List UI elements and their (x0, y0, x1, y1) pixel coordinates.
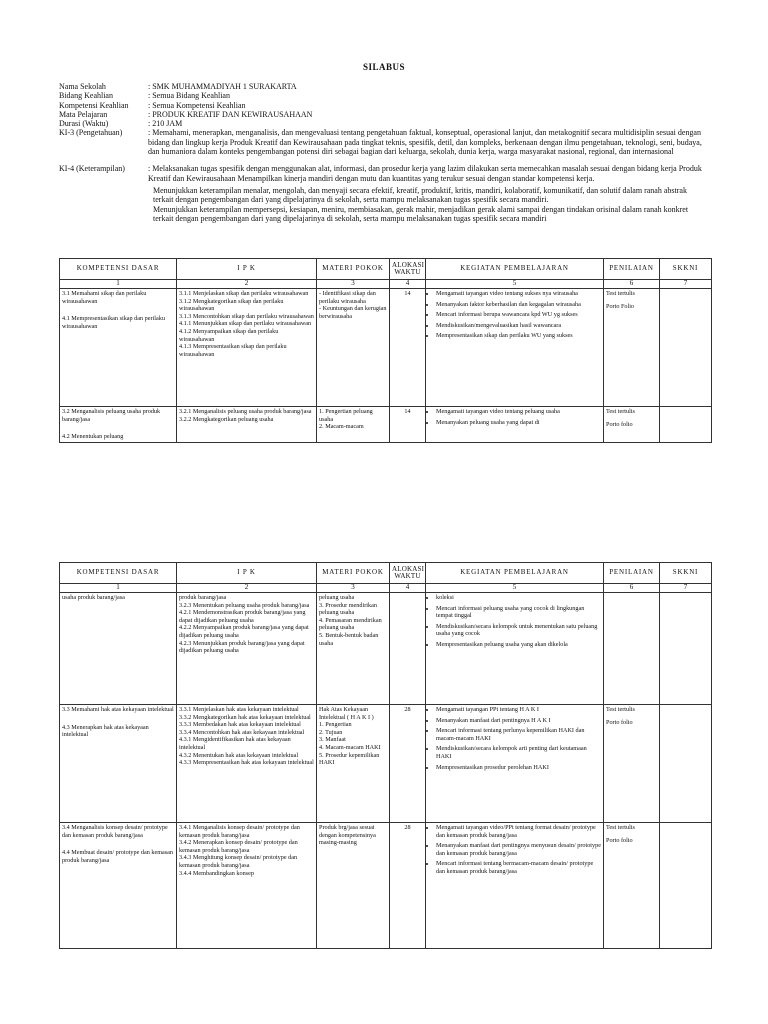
materi-line: Hak Atas Kekayaan Intelektual ( H A K I ) (319, 706, 374, 721)
kd-line: usaha produk barang/jasa (62, 594, 125, 601)
activity-item: • Menanyakan faktor keberhasilan dan kegagalan wirausaha (436, 301, 601, 309)
ipk-line: 3.3.1 Menjelaskan hak atas kekayaan intelektual (179, 706, 299, 713)
header-kegiatan-pembelajaran: KEGIATAN PEMBELAJARAN (426, 259, 604, 280)
activity-list (428, 408, 601, 426)
meta-row-subject: Mata Pelajaran : PRODUK KREATIF DAN KEWIRAUSAHAAN (59, 109, 313, 119)
meta-row-duration: Durasi (Waktu) : 210 JAM (59, 119, 183, 129)
kd-line: 4.4 Membuat desain/ prototype dan kemasan produk barang/jasa (62, 849, 174, 864)
kd-line: 4.2 Menentukan peluang (62, 433, 124, 441)
penilaian-line: Porto folio (606, 420, 633, 428)
activity-item: • Menanyakan manfaat dari pentingnya H A K I (436, 717, 601, 725)
cell-skkni (660, 407, 712, 443)
cell-penilaian (604, 593, 660, 705)
materi-line: peluang usaha (319, 594, 355, 601)
ipk-line: 3.3.2 Mengkategorikan hak atas kekayaan intelektual (179, 713, 311, 721)
materi-line: 2. Macam-macam (319, 423, 364, 431)
materi-line: - Keuntungan dan kerugian berwirausaha (319, 305, 387, 320)
activity-item: • Mencari informasi tentang perlunya kepemilikan HAKI dan macam-macam HAKI (436, 727, 601, 742)
ki4-paragraph-2: Menunjukkan keterampilan mempersepsi, kesiapan, meniru, membiasakan, gerak mahir, menjadikan gerak alami sampai dengan tindakan orisinal dalam ranah konkret terkait dengan pengembangan dari yang dipelajarinya di sekolah, serta mampu melaksanakan tugas spesifik secara mandiri (153, 204, 689, 223)
ipk-line: 4.2.1 Mendemonstrasikan produk barang/jasa yang dapat dijadikan peluang usaha (179, 609, 306, 624)
materi-line: 1. Pengertian peluang usaha (319, 408, 373, 423)
penilaian-line: Test tertulis (606, 824, 635, 831)
header-ipk: I P K (177, 259, 317, 280)
activity-item: • koleksi (436, 594, 601, 602)
cell-penilaian (604, 823, 660, 949)
cell-skkni (660, 593, 712, 705)
penilaian-line: Porto folio (606, 836, 633, 844)
ipk-line: 4.1.1 Menunjukkan sikap dan perilaku wirausahawan (179, 320, 312, 328)
activity-list (428, 594, 601, 649)
activity-item: • Mempresentasikan prosedur perolehan HAKI (436, 764, 601, 772)
cell-ipk (177, 593, 317, 705)
penilaian-line: Test tertulis (606, 706, 635, 713)
meta-row-competency: Kompetensi Keahlian : Semua Kompetensi Keahlian (59, 100, 246, 110)
cell-skkni (660, 289, 712, 407)
ipk-line: 3.4.2 Menerapkan konsep desain/ prototype dan kemasan produk barang/jasa (179, 839, 298, 854)
ipk-line: 4.2.3 Menunjukkan produk barang/jasa yang dapat dijadikan peluang usaha (179, 639, 305, 655)
activity-item: • Mencari informasi berupa wawancara kpd WU yg sukses (436, 311, 601, 319)
cell-ipk (177, 289, 317, 407)
cell-materi-pokok (317, 407, 390, 443)
activity-item: • Mempresentasikan peluang usaha yang akan dikelola (436, 641, 601, 649)
cell-penilaian (604, 289, 660, 407)
table-row (60, 407, 712, 443)
cell-ipk (177, 407, 317, 443)
ipk-line: produk barang/jasa (179, 594, 227, 601)
activity-item: • Mendiskusikan/secara kelompok untuk menentukan satu peluang usaha yang cocok (436, 623, 601, 638)
activity-item: • Menanyakan peluang usaha yang dapat di (436, 419, 601, 427)
header-skkni: SKKNI (660, 563, 712, 584)
header-kompetensi-dasar: KOMPETENSI DASAR (60, 563, 177, 584)
ipk-line: 3.1.3 Mencontohkan sikap dan perilaku wirausahawan (179, 312, 314, 320)
cell-kegiatan-pembelajaran (426, 705, 604, 823)
cell-kompetensi-dasar (60, 593, 177, 705)
ipk-line: 3.3.3 Membedakan hak atas kekayaan intelektual (179, 721, 301, 729)
table-row (60, 593, 712, 705)
header-alokasi-waktu: ALOKASI WAKTU (390, 259, 426, 280)
activity-item: • Mengamati tayangan PPt tentang H A K I (436, 706, 601, 714)
cell-skkni (660, 823, 712, 949)
ipk-line: 4.3.1 Mengidentifikasikan hak atas kekayaan intelektual (179, 736, 291, 751)
ipk-line: 3.2.3 Menentukan peluang usaha produk barang/jasa (179, 601, 310, 609)
cell-skkni (660, 705, 712, 823)
cell-materi-pokok (317, 289, 390, 407)
kd-line: 4.3 Menerapkan hak atas kekayaan intelektual (62, 723, 149, 739)
cell-kompetensi-dasar (60, 289, 177, 407)
cell-kompetensi-dasar (60, 407, 177, 443)
activity-item: • Mendiskusikan/mengevaluasikan hasil wawancara (436, 322, 601, 330)
ipk-line: 4.3.2 Menentukan hak atas kekayaan intelektual (179, 751, 299, 759)
cell-penilaian (604, 705, 660, 823)
activity-list (428, 290, 601, 340)
materi-line: 1. Pengertian (319, 721, 352, 729)
header-alokasi-waktu: ALOKASI WAKTU (390, 563, 426, 584)
ipk-line: 3.4.4 Membandingkan konsep (179, 869, 254, 877)
cell-alokasi-waktu (390, 593, 426, 705)
cell-ipk (177, 823, 317, 949)
header-skkni: SKKNI (660, 259, 712, 280)
penilaian-line: Test tertulis (606, 408, 635, 415)
ki4-paragraph-1: Menunjukkan keterampilan menalar, mengolah, dan menyaji secara efektif, kreatif, produktif, kritis, mandiri, kolaboratif, komunikatif, dan solutif dalam ranah abstrak terkait dengan pengembangan dari yang dipelajarinya di sekolah, serta mampu melaksanakan tugas spesifik secara mandiri. (153, 185, 687, 205)
materi-line: 3. Manfaat (319, 736, 346, 744)
cell-alokasi-waktu: 28 (390, 705, 426, 823)
column-number-row: 1 2 3 4 5 6 7 (60, 584, 712, 593)
table-row (60, 705, 712, 823)
page-title: SILABUS (362, 62, 406, 72)
table-row (60, 289, 712, 407)
ipk-line: 4.1.2 Menyampaikan sikap dan perilaku wirausahawan (179, 327, 279, 343)
materi-line: 4. Macam-macam HAKI (319, 743, 381, 751)
ipk-line: 3.1.2 Mengkategorikan sikap dan perilaku wirausahawan (179, 297, 284, 313)
materi-line: 4. Pemasaran mendirikan peluang usaha (319, 616, 382, 632)
ipk-line: 4.1.3 Mempresentasikan sikap dan perilaku wirausahawan (179, 343, 287, 358)
penilaian-line: Test tertulis (606, 290, 635, 297)
activity-item: • Mengamati tayangan video tentang sukses nya wirausaha (436, 290, 601, 298)
cell-kegiatan-pembelajaran (426, 289, 604, 407)
ipk-line: 3.4.1 Menganalisis konsep desain/ prototype dan kemasan produk barang/jasa (179, 824, 300, 839)
cell-kegiatan-pembelajaran (426, 407, 604, 443)
activity-item: • Mencari informasi tentang bermacam-macam desain/ prototype dan kemasan produk barang/jasa (436, 860, 601, 875)
kd-line: 3.2 Menganalisis peluang usaha produk barang/jasa (62, 408, 161, 423)
ipk-line: 4.2.2 Menyampaikan produk barang/jasa yang dapat dijadikan peluang usaha (179, 624, 309, 639)
materi-line: 3. Prosedur mendirikan peluang usaha (319, 601, 377, 617)
cell-kompetensi-dasar (60, 823, 177, 949)
cell-kompetensi-dasar (60, 705, 177, 823)
cell-kegiatan-pembelajaran (426, 823, 604, 949)
cell-materi-pokok (317, 593, 390, 705)
activity-item: • Mengamati tayangan video/PPt tentang format desain/ prototype dan kemasan produk barang/jasa (436, 824, 601, 839)
cell-kegiatan-pembelajaran (426, 593, 604, 705)
kd-line: 3.4 Menganalisis konsep desain/ prototype dan kemasan produk barang/jasa (62, 824, 168, 839)
kd-line: 4.1 Mempresentasikan sikap dan perilaku wirausahawan (62, 315, 165, 330)
meta-row-school: Nama Sekolah : SMK MUHAMMADIYAH 1 SURAKARTA (59, 82, 297, 91)
cell-alokasi-waktu: 14 (390, 407, 426, 443)
header-kegiatan-pembelajaran: KEGIATAN PEMBELAJARAN (426, 563, 604, 584)
ipk-line: 4.3.3 Mempresentasikan hak atas kekayaan intelektual (179, 759, 314, 767)
table-header-row (60, 563, 712, 584)
table-row (60, 823, 712, 949)
activity-list (428, 824, 601, 876)
activity-item: • Mengamati tayangan video tentang peluang usaha (436, 408, 601, 416)
cell-penilaian (604, 407, 660, 443)
header-penilaian: PENILAIAN (604, 563, 660, 584)
ipk-line: 3.2.2 Mengkategorikan peluang usaha (179, 415, 274, 423)
ipk-line: 3.4.3 Menghitung konsep desain/ prototype dan kemasan produk barang/jasa (179, 854, 298, 869)
meta-row-ki4: KI-4 (Keterampilan) : Melaksanakan tugas spesifik dengan menggunakan alat, informasi, dan prosedur kerja yang lazim dilakukan serta memecahkan masalah sesuai dengan bidang kerja Produk Kreatif dan Kewirausahaan Menampilkan kinerja mandiri dengan mutu dan kuantitas yang terukur sesuai dengan standar kompetensi kerja. (59, 164, 702, 183)
materi-line: Produk brg/jasa sesuai dengan kompetensinya masing-masing (319, 824, 376, 847)
meta-row-ki3: KI-3 (Pengetahuan) : Memahami, menerapkan, menganalisis, dan mengevaluasi tentang pengetahuan faktual, konseptual, operasional lanjut, dan metakognitif secara multidisiplin sesuai dengan bidang dan lingkup kerja Produk Kreatif dan Kewirausahaan pada tingkat teknis, spesifik, detil, dan kompleks, berkenaan dengan ilmu pengetahuan, teknologi, seni, budaya, dan humaniora dalam konteks pengembangan potensi diri sebagai bagian dari keluarga, sekolah, dunia kerja, warga masyarakat nasional, regional, dan internasional (59, 128, 702, 157)
header-penilaian: PENILAIAN (604, 259, 660, 280)
meta-row-field: Bidang Keahlian : Semua Bidang Keahlian (59, 91, 230, 101)
cell-materi-pokok (317, 705, 390, 823)
materi-line: 5. Prosedur kepemilikan HAKI (319, 751, 380, 767)
header-kompetensi-dasar: KOMPETENSI DASAR (60, 259, 177, 280)
header-materi-pokok: MATERI POKOK (317, 259, 390, 280)
header-ipk: I P K (177, 563, 317, 584)
syllabus-table-1 (59, 258, 712, 443)
penilaian-line: Porto folio (606, 718, 633, 726)
identity-block (59, 82, 709, 223)
materi-line: 5. Bentuk-bentuk badan usaha (319, 631, 379, 647)
ipk-line: 3.3.4 Mencontohkan hak atas kekayaan intelektual (179, 728, 305, 736)
activity-list (428, 706, 601, 771)
syllabus-table-2 (59, 562, 712, 949)
kd-line: 3.1 Memahami sikap dan perilaku wirausahawan (62, 290, 147, 305)
ipk-line: 3.2.1 Menganalisis peluang usaha produk barang/jasa (179, 408, 312, 415)
activity-item: • Mendiskusikan/secara kelompok arti penting dari keutamaan HAKI (436, 745, 601, 760)
kd-line: 3.3 Memahami hak atas kekayaan intelektual (62, 706, 174, 713)
column-number-row: 1 2 3 4 5 6 7 (60, 280, 712, 289)
cell-alokasi-waktu: 28 (390, 823, 426, 949)
activity-item: • Menanyakan manfaat dari pentingnya menyusun desain/ prototype dan kemasan produk barang/jasa (436, 842, 601, 857)
cell-materi-pokok (317, 823, 390, 949)
cell-alokasi-waktu: 14 (390, 289, 426, 407)
table-header-row (60, 259, 712, 280)
cell-ipk (177, 705, 317, 823)
penilaian-line: Porto Folio (606, 302, 635, 310)
ipk-line: 3.1.1 Menjelaskan sikap dan perilaku wirausahawan (179, 290, 309, 297)
materi-line: 2. Tujuan (319, 728, 343, 736)
activity-item: • Mempresentasikan sikap dan perilaku WU yang sukses (436, 332, 601, 340)
materi-line: - Identifikasi sikap dan perilaku wirausaha (319, 290, 376, 305)
header-materi-pokok: MATERI POKOK (317, 563, 390, 584)
activity-item: • Mencari informasi peluang usaha yang cocok di lingkungan tempat tinggal (436, 605, 601, 620)
